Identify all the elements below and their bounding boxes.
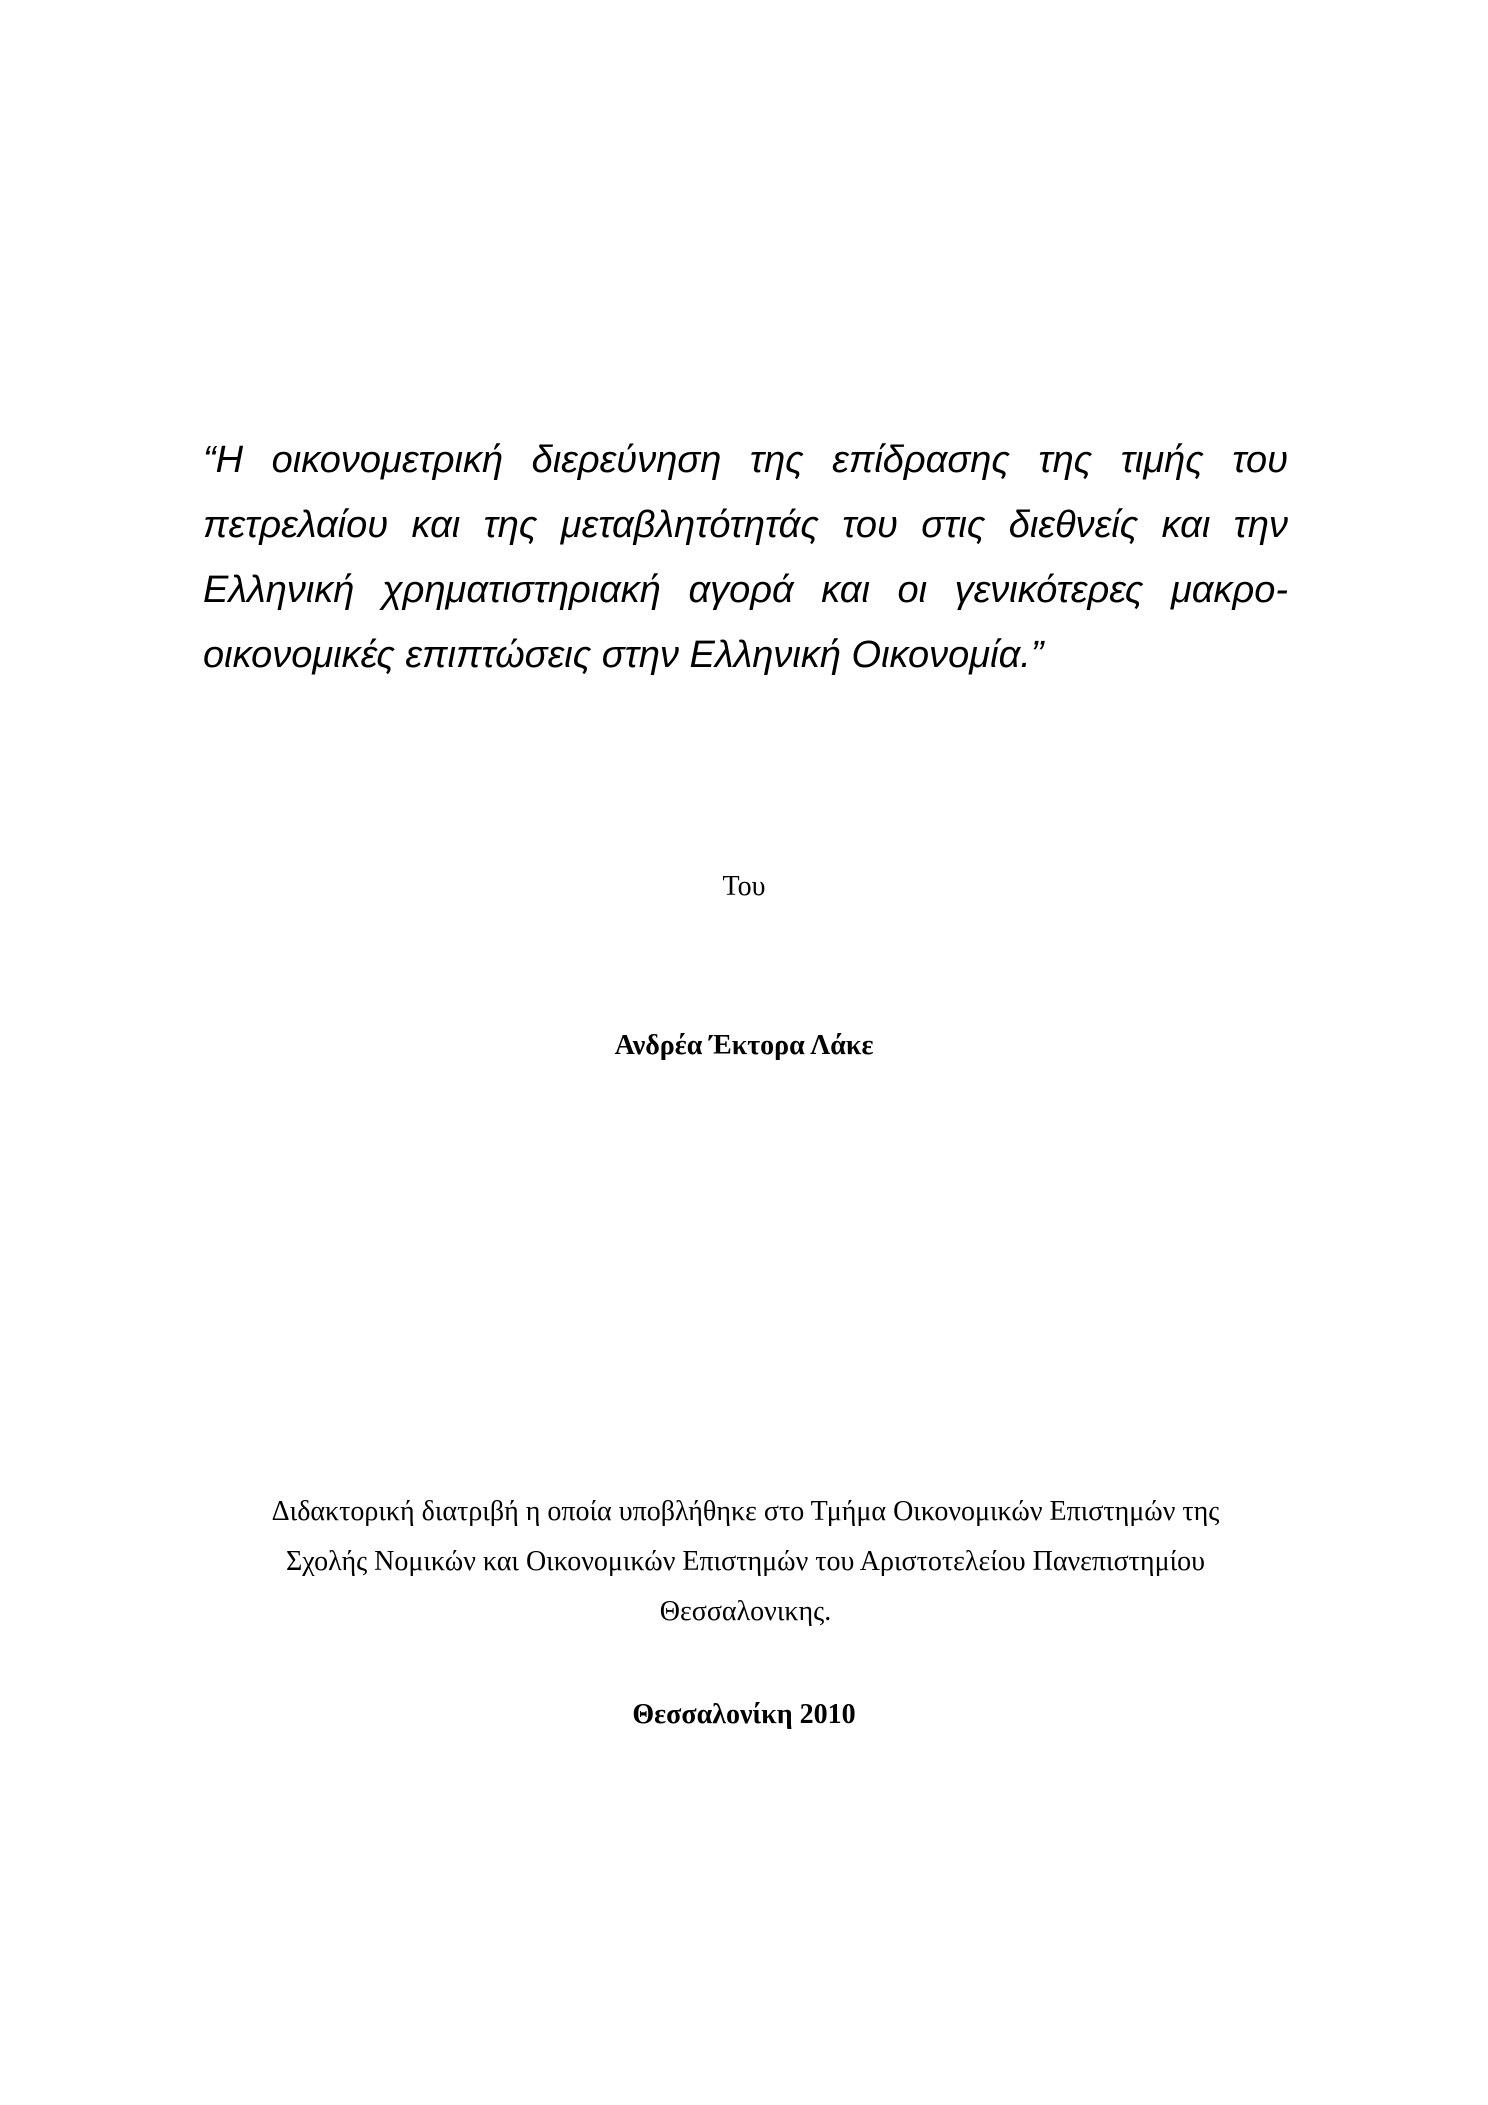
place-and-year: Θεσσαλονίκη 2010 (632, 1699, 856, 1730)
thesis-title-line: πετρελαίου και της μεταβλητότητάς του στις διεθνείς και την (203, 504, 1288, 546)
submission-statement (203, 1487, 1288, 1637)
submission-line: Διδακτορική διατριβή η οποία υποβλήθηκε στο Τμήμα Οικονομικών Επιστημών της (271, 1496, 1220, 1527)
thesis-title-line: οικονομικές επιπτώσεις στην Ελληνική Οικονομία.” (203, 634, 1044, 676)
submission-line: Σχολής Νομικών και Οικονομικών Επιστημών του Αριστοτελείου Πανεπιστημίου (286, 1546, 1205, 1577)
thesis-title-line: “Η οικονομετρική διερεύνηση της επίδρασης της τιμής του (203, 439, 1288, 481)
by-label: Του (722, 871, 766, 902)
thesis-title-line: Ελληνική χρηματιστηριακή αγορά και οι γενικότερες μακρο- (203, 569, 1288, 611)
author-name: Ανδρέα Έκτορα Λάκε (614, 1030, 874, 1061)
submission-line: Θεσσαλονικης. (659, 1596, 832, 1627)
thesis-title (203, 428, 1288, 688)
